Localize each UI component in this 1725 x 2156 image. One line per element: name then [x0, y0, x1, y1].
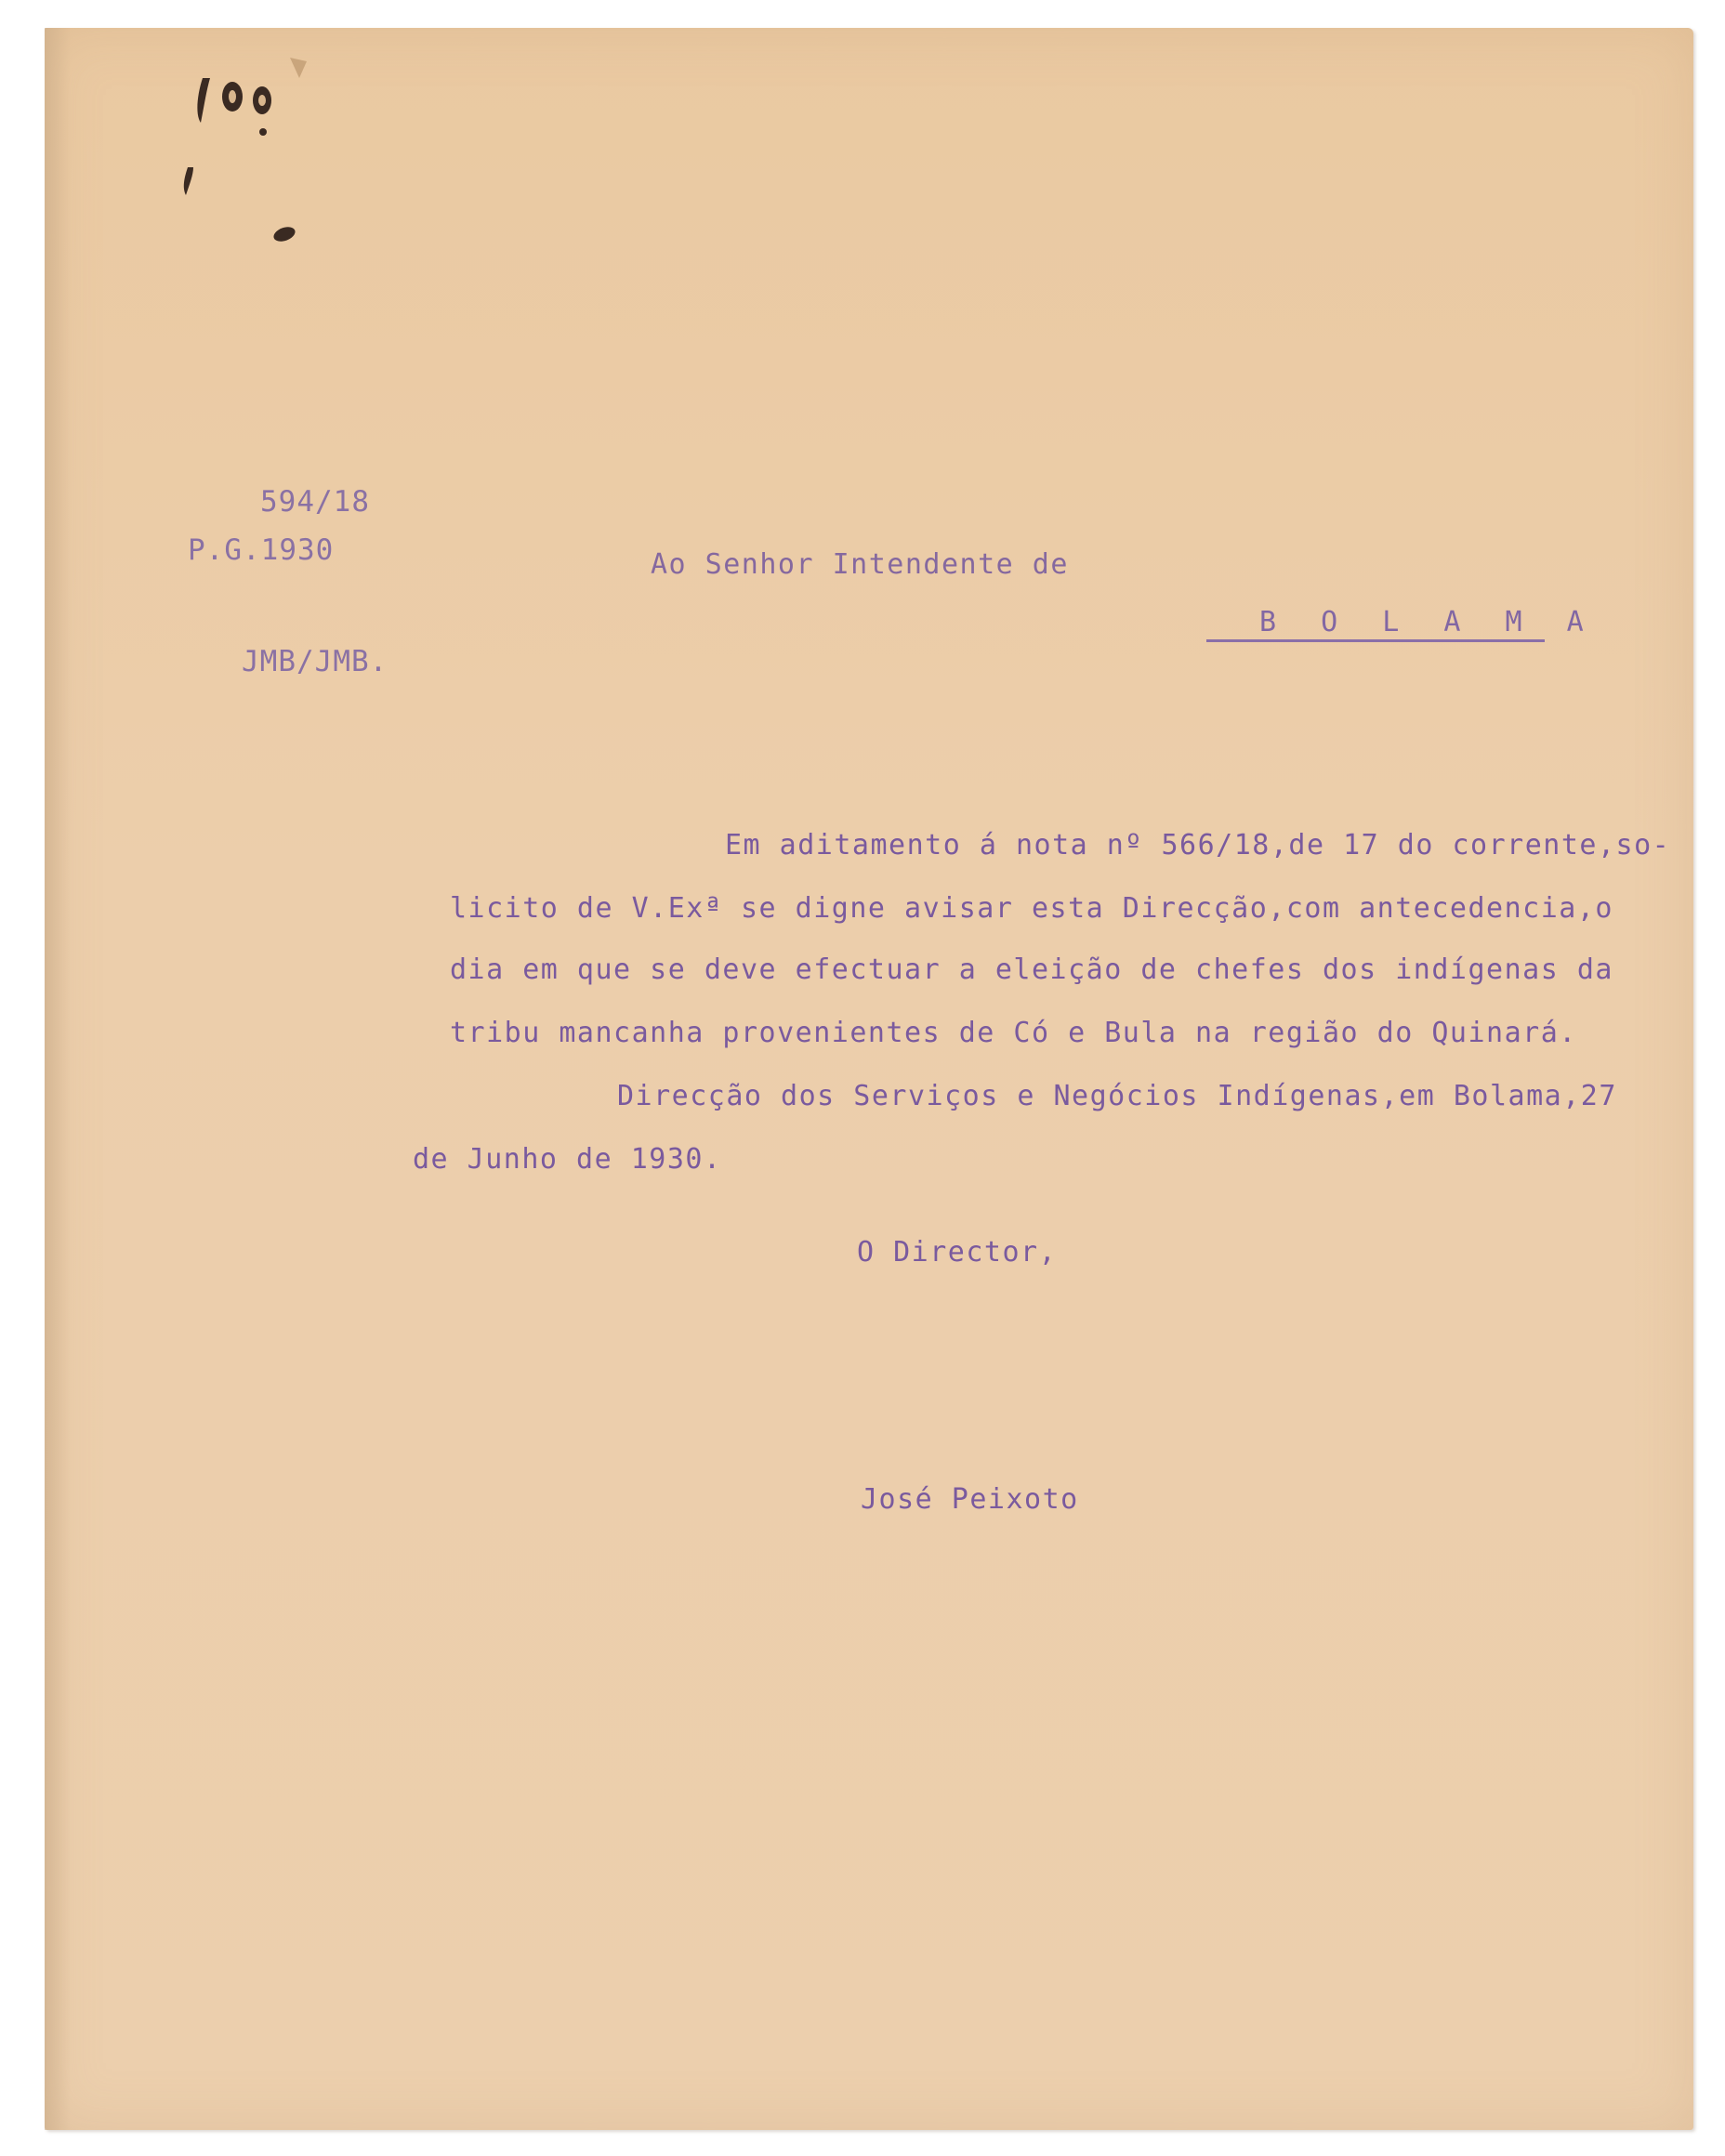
addressee-place: B O L A M A [1259, 606, 1598, 638]
typist-initials: JMB/JMB. [242, 645, 388, 678]
handwritten-number-mark [177, 58, 325, 253]
reference-number: 594/18 [260, 485, 370, 519]
body-line-2: licito de V.Exª se digne avisar esta Direcção,com antecedencia,o [450, 892, 1613, 925]
body-line-1: Em aditamento á nota nº 566/18,de 17 do corrente,so- [725, 829, 1671, 861]
body-line-5: Direcção dos Serviços e Negócios Indígenas,em Bolama,27 [617, 1080, 1617, 1112]
ink-strokes [184, 78, 297, 244]
document-sheet [45, 28, 1693, 2130]
signature-name: José Peixoto [861, 1483, 1079, 1516]
body-line-4: tribu mancanha provenientes de Có e Bula na região do Quinará. [450, 1017, 1577, 1049]
process-reference: P.G.1930 [188, 533, 335, 567]
body-line-6: de Junho de 1930. [413, 1143, 722, 1176]
closing-line: O Director, [857, 1236, 1058, 1269]
addressee-underline [1206, 639, 1545, 642]
body-line-3: dia em que se deve efectuar a eleição de chefes dos indígenas da [450, 953, 1613, 986]
addressee-line: Ao Senhor Intendente de [651, 548, 1069, 581]
paper-tear [290, 58, 307, 78]
